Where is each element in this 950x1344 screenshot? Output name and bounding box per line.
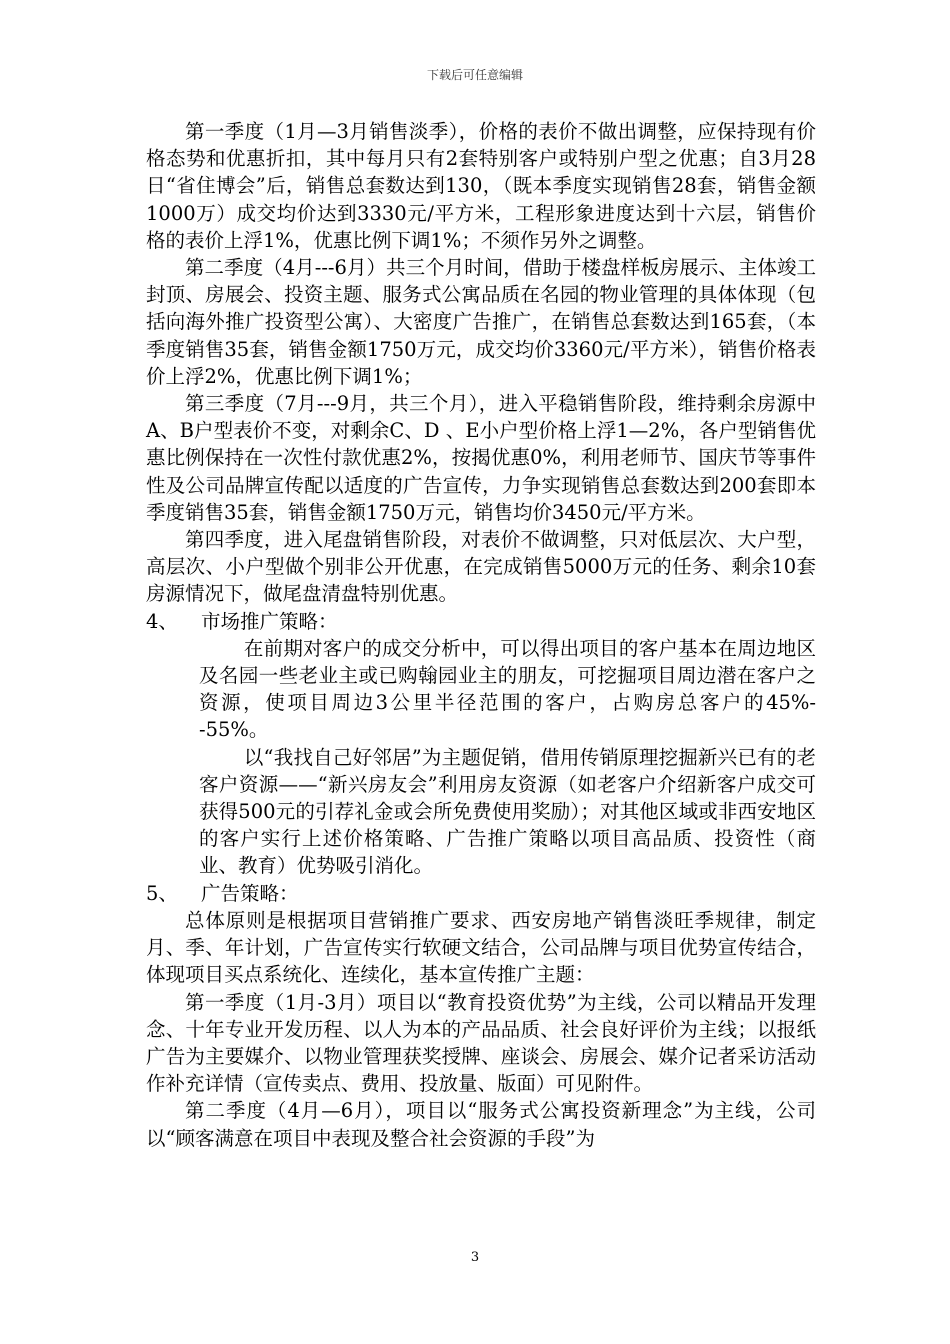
document-body: [146, 118, 816, 1152]
paragraph-advertising-principle: 总体原则是根据项目营销推广要求、西安房地产销售淡旺季规律，制定月、季、年计划，广告宣传实行软硬文结合，公司品牌与项目优势宣传结合，体现项目买点系统化、连续化，基本宣传推广主题：: [146, 908, 816, 987]
page-header: 下载后可任意编辑: [426, 68, 523, 82]
section-heading-advertising: [146, 880, 816, 907]
paragraph-promotion-theme: 以“我找自己好邻居”为主题促销，借用传销原理挖掘新兴已有的老客户资源——“新兴房友会”利用房友资源（如老客户介绍新客户成交可获得500元的引荐礼金或会所免费使用奖励）；对其他区域或非西安地区的客户实行上述价格策略、广告推广策略以项目高品质、投资性（商业、教育）优势吸引消化。: [199, 745, 816, 878]
marketing-subsection: [146, 635, 816, 880]
paragraph-customer-analysis: 在前期对客户的成交分析中，可以得出项目的客户基本在周边地区及名园一些老业主或已购翰园业主的朋友，可挖掘项目周边潜在客户之资源，使项目周边3公里半径范围的客户，占购房总客户的45%--55%。: [199, 636, 816, 742]
paragraph-q2-advertising: 第二季度（4月—6月），项目以“服务式公寓投资新理念”为主线，公司以“顾客满意在项目中表现及整合社会资源的手段”为: [146, 1099, 816, 1150]
section-number: 4、: [146, 609, 178, 633]
section-title: 市场推广策略：: [201, 609, 338, 633]
section-heading-marketing: [146, 608, 816, 635]
paragraph-q3-pricing: 第三季度（7月---9月，共三个月），进入平稳销售阶段，维持剩余房源中A、B户型表价不变，对剩余C、D 、E小户型价格上浮1—2%，各户型销售优惠比例保持在一次性付款优惠2%，按揭优惠0%，利用老师节、国庆节等事件性及公司品牌宣传配以适度的广告宣传，力争实现销售总套数达到200套即本季度销售35套，销售金额1750万元，销售均价3450元/平方米。: [146, 392, 816, 524]
paragraph-q1-advertising: 第一季度（1月-3月）项目以“教育投资优势”为主线，公司以精品开发理念、十年专业开发历程、以人为本的产品品质、社会良好评价为主线；以报纸广告为主要媒介、以物业管理获奖授牌、座谈会、房展会、媒介记者采访活动作补充详情（宣传卖点、费用、投放量、版面）可见附件。: [146, 990, 816, 1096]
section-title: 广告策略：: [201, 881, 299, 905]
paragraph-q1-pricing: 第一季度（1月—3月销售淡季），价格的表价不做出调整，应保持现有价格态势和优惠折扣，其中每月只有2套特别客户或特别户型之优惠；自3月28日“省住博会”后，销售总套数达到130，（既本季度实现销售28套，销售金额1000万）成交均价达到3330元/平方米，工程形象进度达到十六层，销售价格的表价上浮1%，优惠比例下调1%；不须作另外之调整。: [146, 120, 816, 252]
paragraph-q2-pricing: 第二季度（4月---6月）共三个月时间，借助于楼盘样板房展示、主体竣工封顶、房展会、投资主题、服务式公寓品质在名园的物业管理的具体体现（包括向海外推广投资型公寓）、大密度广告推广，在销售总套数达到165套，（本季度销售35套，销售金额1750万元，成交均价3360元/平方米），销售价格表价上浮2%，优惠比例下调1%；: [146, 256, 816, 388]
page-number: 3: [470, 1250, 480, 1265]
section-number: 5、: [146, 881, 178, 905]
paragraph-q4-pricing: 第四季度，进入尾盘销售阶段，对表价不做调整，只对低层次、大户型，高层次、小户型做个别非公开优惠，在完成销售5000万元的任务、剩余10套房源情况下，做尾盘清盘特别优惠。: [146, 528, 816, 606]
